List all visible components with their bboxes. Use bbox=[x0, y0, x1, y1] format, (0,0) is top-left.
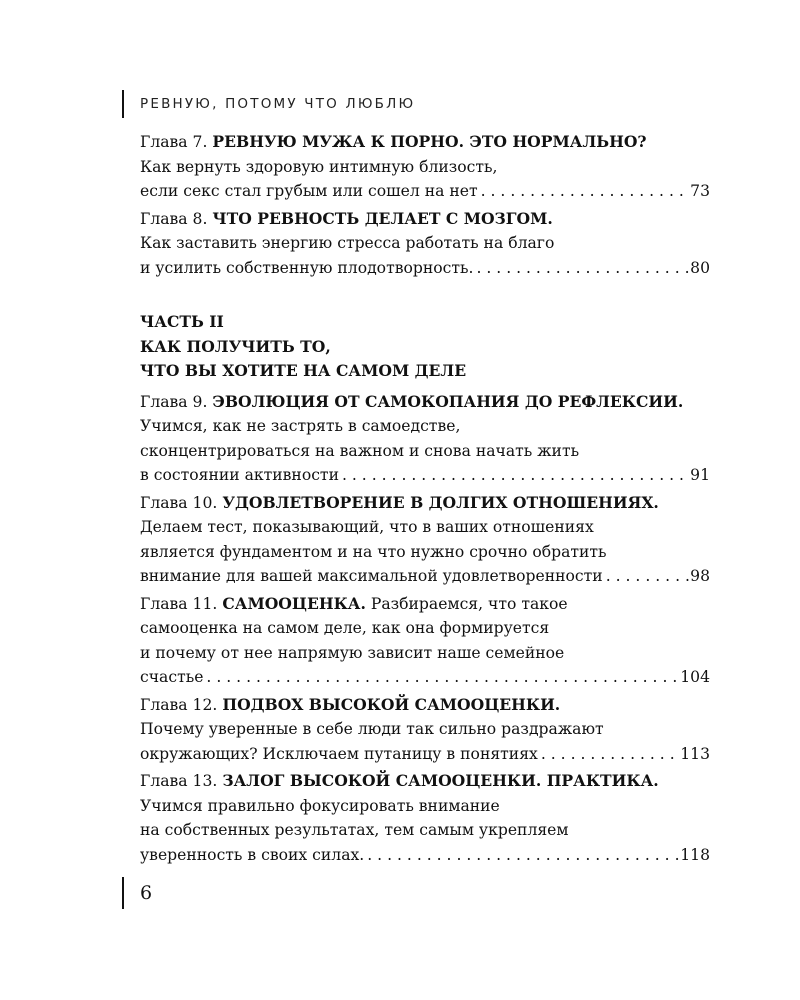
running-head bbox=[122, 90, 415, 118]
chapter-last-line bbox=[140, 463, 710, 488]
chapter-title: ЧТО РЕВНОСТЬ ДЕЛАЕТ С МОЗГОМ. bbox=[212, 208, 553, 228]
dot-leader bbox=[364, 843, 680, 868]
chapter-title: РЕВНУЮ МУЖА К ПОРНО. ЭТО НОРМАЛЬНО? bbox=[212, 132, 647, 151]
chapter-last-line bbox=[140, 179, 710, 204]
dot-leader bbox=[203, 665, 680, 690]
toc-entry-chapter-8[interactable] bbox=[140, 207, 710, 281]
chapter-title: САМООЦЕНКА. bbox=[222, 593, 366, 613]
toc-entry-chapter-12[interactable] bbox=[140, 693, 710, 767]
chapter-last-line bbox=[140, 843, 710, 868]
page-folio bbox=[122, 877, 152, 909]
toc-entry-chapter-10[interactable] bbox=[140, 491, 710, 589]
page-number: 98 bbox=[690, 567, 710, 585]
chapter-last-line bbox=[140, 564, 710, 589]
chapter-prefix: Глава 11. bbox=[140, 594, 218, 613]
toc-entry-heading bbox=[140, 130, 710, 155]
dot-leader bbox=[339, 463, 690, 488]
chapter-title: ЗАЛОГ ВЫСОКОЙ САМООЦЕНКИ. ПРАКТИКА. bbox=[222, 771, 659, 790]
chapter-description-line: Учимся, как не застрять в самоедстве, bbox=[140, 417, 461, 435]
toc-entry-chapter-13[interactable] bbox=[140, 769, 710, 867]
toc-entry-chapter-7[interactable] bbox=[140, 130, 710, 204]
chapter-description-line: окружающих? Исключаем путаницу в понятиях bbox=[140, 744, 538, 763]
chapter-prefix: Глава 8. bbox=[140, 209, 208, 228]
chapter-prefix: Глава 12. bbox=[140, 695, 218, 714]
chapter-description-line: является фундаментом и на что нужно срочно обратить bbox=[140, 542, 607, 561]
toc-entry-heading bbox=[140, 390, 710, 415]
chapter-description-line: если секс стал грубым или сошел на нет bbox=[140, 182, 478, 200]
page-number: 73 bbox=[690, 182, 710, 200]
page-number: 91 bbox=[690, 466, 710, 484]
chapter-last-line bbox=[140, 665, 710, 690]
toc-entry-heading bbox=[140, 207, 710, 232]
chapter-prefix: Глава 13. bbox=[140, 772, 218, 790]
chapter-description-line: сконцентрироваться на важном и снова начать жить bbox=[140, 441, 580, 460]
toc-entry-heading bbox=[140, 491, 710, 516]
part-label: ЧАСТЬ II bbox=[140, 312, 224, 331]
toc-entry-heading bbox=[140, 769, 710, 794]
toc-entry-chapter-9[interactable] bbox=[140, 390, 710, 488]
page-number-folio: 6 bbox=[140, 882, 153, 904]
chapter-description-line: и усилить собственную плодотворность. bbox=[140, 258, 474, 277]
page-number: 118 bbox=[680, 845, 710, 864]
part-heading bbox=[140, 310, 710, 384]
chapter-title-tail: Разбираемся, что такое bbox=[370, 594, 568, 613]
dot-leader bbox=[603, 564, 690, 589]
chapter-title: ПОДВОХ ВЫСОКОЙ САМООЦЕНКИ. bbox=[222, 694, 561, 714]
dot-leader bbox=[538, 742, 680, 767]
toc-entry-heading bbox=[140, 592, 710, 617]
chapter-prefix: Глава 7. bbox=[140, 133, 208, 151]
chapter-description-line: самооценка на самом деле, как она формируется bbox=[140, 619, 550, 637]
chapter-description-line: на собственных результатах, тем самым укрепляем bbox=[140, 821, 569, 839]
part-title-line-2: ЧТО ВЫ ХОТИТЕ НА САМОМ ДЕЛЕ bbox=[140, 361, 467, 380]
chapter-description-line: Почему уверенные в себе люди так сильно раздражают bbox=[140, 720, 604, 738]
chapter-description-line: Как заставить энергию стресса работать на благо bbox=[140, 234, 555, 252]
chapter-title: ЭВОЛЮЦИЯ ОТ САМОКОПАНИЯ ДО РЕФЛЕКСИИ. bbox=[212, 391, 684, 411]
toc-entry-chapter-11[interactable] bbox=[140, 592, 710, 690]
chapter-description-line: счастье bbox=[140, 668, 204, 686]
running-head-text: РЕВНУЮ, ПОТОМУ ЧТО ЛЮБЛЮ bbox=[140, 96, 416, 112]
chapter-description-line: уверенность в своих силах. bbox=[140, 845, 365, 864]
table-of-contents bbox=[140, 130, 710, 870]
chapter-description-line: в состоянии активности bbox=[140, 466, 339, 484]
page-number: 104 bbox=[680, 668, 710, 686]
chapter-description-line: внимание для вашей максимальной удовлетворенности bbox=[140, 567, 603, 585]
toc-entry-heading bbox=[140, 693, 710, 718]
dot-leader bbox=[478, 179, 691, 204]
page-number: 80 bbox=[690, 258, 710, 277]
chapter-prefix: Глава 9. bbox=[140, 392, 208, 411]
chapter-description-line: Как вернуть здоровую интимную близость, bbox=[140, 157, 498, 176]
chapter-description-line: и почему от нее напрямую зависит наше семейное bbox=[140, 643, 565, 662]
chapter-description-line: Учимся правильно фокусировать внимание bbox=[140, 796, 500, 815]
page-number: 113 bbox=[680, 744, 710, 763]
chapter-last-line bbox=[140, 742, 710, 767]
dot-leader bbox=[473, 256, 690, 281]
chapter-prefix: Глава 10. bbox=[140, 493, 218, 512]
chapter-title: УДОВЛЕТВОРЕНИЕ В ДОЛГИХ ОТНОШЕНИЯХ. bbox=[222, 492, 659, 512]
chapter-last-line bbox=[140, 256, 710, 281]
part-title-line-1: КАК ПОЛУЧИТЬ ТО, bbox=[140, 336, 331, 356]
chapter-description-line: Делаем тест, показывающий, что в ваших отношениях bbox=[140, 518, 594, 536]
